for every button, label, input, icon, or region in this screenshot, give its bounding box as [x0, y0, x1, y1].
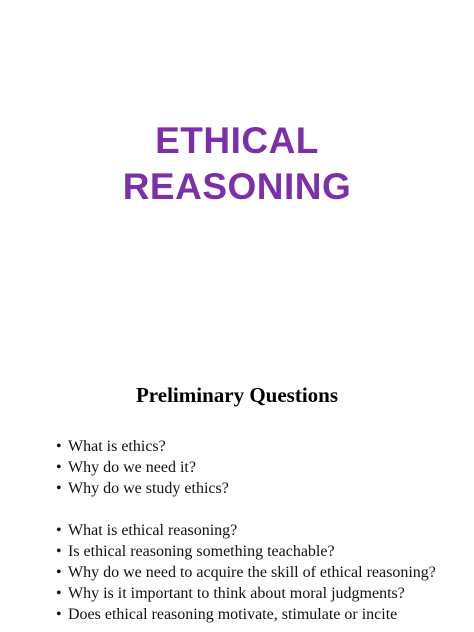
question-list-1 — [56, 439, 456, 502]
title-line-1: ETHICAL — [155, 120, 319, 161]
list-item-text: Why do we need to acquire the skill of ethical reasoning? — [68, 564, 436, 581]
bullet-icon: • — [56, 585, 62, 602]
bullet-icon: • — [56, 606, 62, 623]
list-item — [56, 565, 456, 581]
list-item-text: What is ethics? — [68, 438, 166, 455]
bullet-icon: • — [56, 564, 62, 581]
list-item — [56, 481, 456, 497]
question-list-2 — [56, 523, 456, 628]
list-item-text: Why is it important to think about moral judgments? — [68, 585, 405, 602]
list-item — [56, 523, 456, 539]
list-item — [56, 439, 456, 455]
slide-title — [0, 118, 474, 210]
list-item — [56, 607, 456, 623]
list-item-text: Why do we study ethics? — [68, 480, 229, 497]
list-item-text: Does ethical reasoning motivate, stimulate or incite — [68, 606, 398, 623]
list-item-text: Is ethical reasoning something teachable? — [68, 543, 335, 560]
title-line-2: REASONING — [122, 166, 352, 207]
bullet-icon: • — [56, 480, 62, 497]
list-item — [56, 544, 456, 560]
bullet-icon: • — [56, 522, 62, 539]
questions-heading: Preliminary Questions — [135, 383, 339, 407]
bullet-icon: • — [56, 459, 62, 476]
bullet-icon: • — [56, 543, 62, 560]
list-item — [56, 586, 456, 602]
list-item-text: Why do we need it? — [68, 459, 196, 476]
list-item — [56, 460, 456, 476]
list-item-text: What is ethical reasoning? — [68, 522, 238, 539]
bullet-icon: • — [56, 438, 62, 455]
